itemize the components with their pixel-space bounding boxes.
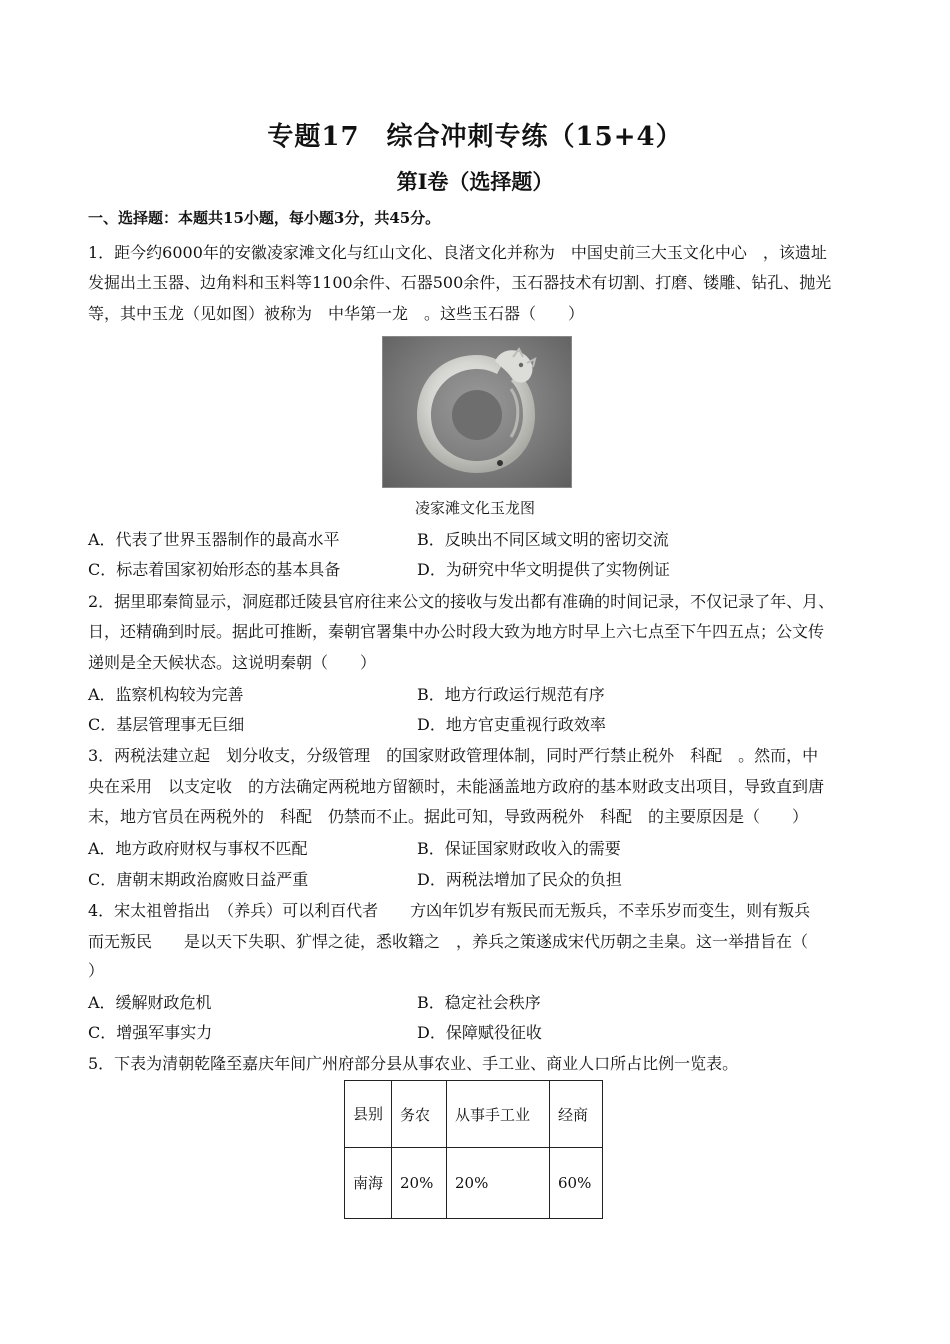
question-5-line-1: 5．下表为清朝乾隆至嘉庆年间广州府部分县从事农业、手工业、商业人口所占比例一览表。 [88,1054,739,1073]
question-4-line-2: 而无叛民 是以天下失职、犷悍之徒，悉收籍之 ，养兵之策遂成宋代历朝之圭臬。这一举措旨在（ [88,932,809,951]
page-title: 专题17 综合冲刺专练（15+4） [267,122,683,152]
jade-dragon-icon [383,337,571,487]
table-header-cell: 务农 [392,1081,447,1148]
question-2-option-b[interactable]: B．地方行政运行规范有序 [417,685,605,704]
question-1-line-2: 发掘出土玉器、边角料和玉料等1100余件、石器500余件，玉石器技术有切割、打磨、镂雕、钻孔、抛光 [88,273,832,292]
table-header-cell: 经商 [550,1081,603,1148]
question-2-line-2: 日，还精确到时辰。据此可推断，秦朝官署集中办公时段大致为地方时早上六七点至下午四五点；公文传 [88,622,825,641]
question-1-option-b[interactable]: B．反映出不同区域文明的密切交流 [417,530,669,549]
table-row [345,1148,603,1219]
question-4-line-1: 4．宋太祖曾指出 （养兵）可以利百代者 方凶年饥岁有叛民而无叛兵，不幸乐岁而变生，则有叛兵 [88,901,811,920]
question-3-option-b[interactable]: B．保证国家财政收入的需要 [417,839,621,858]
question-4-option-c[interactable]: C．增强军事实力 [88,1023,213,1042]
question-1-line-1: 1．距今约6000年的安徽凌家滩文化与红山文化、良渚文化并称为 中国史前三大玉文化中心 ，该遗址 [88,243,827,262]
question-1-option-d[interactable]: D．为研究中华文明提供了实物例证 [417,560,670,579]
table-header-cell: 县别 [345,1081,392,1148]
table-cell: 20% [447,1148,550,1219]
question-4-line-3: ） [88,961,105,980]
question-2-option-d[interactable]: D．地方官吏重视行政效率 [417,715,606,734]
table-header-row [345,1081,603,1148]
question-4-option-a[interactable]: A．缓解财政危机 [88,993,212,1012]
question-3-option-a[interactable]: A．地方政府财权与事权不匹配 [88,839,308,858]
question-4-option-d[interactable]: D．保障赋役征收 [417,1023,542,1042]
table-header-cell: 从事手工业 [447,1081,550,1148]
question-3-line-1: 3．两税法建立起 划分收支，分级管理 的国家财政管理体制，同时严行禁止税外 科配 。然而，中 [88,746,819,765]
section-heading: 一、选择题：本题共15小题，每小题3分，共45分。 [88,209,441,227]
question-1-option-a[interactable]: A．代表了世界玉器制作的最高水平 [88,530,340,549]
figure-caption: 凌家滩文化玉龙图 [414,499,535,517]
question-2-line-1: 2．据里耶秦简显示，洞庭郡迁陵县官府往来公文的接收与发出都有准确的时间记录，不仅记录了年、月、 [88,592,835,611]
question-2-line-3: 递则是全天候状态。这说明秦朝（ ） [88,653,377,672]
jade-dragon-image [382,336,572,488]
question-2-option-a[interactable]: A．监察机构较为完善 [88,685,244,704]
population-table [344,1080,603,1219]
page-subtitle: 第I卷（选择题） [396,169,554,194]
question-4-option-b[interactable]: B．稳定社会秩序 [417,993,541,1012]
question-1-line-3: 等，其中玉龙（见如图）被称为 中华第一龙 。这些玉石器（ ） [88,304,585,323]
table-cell: 20% [392,1148,447,1219]
question-2-option-c[interactable]: C．基层管理事无巨细 [88,715,245,734]
question-3-option-d[interactable]: D．两税法增加了民众的负担 [417,870,622,889]
question-3-line-2: 央在采用 以支定收 的方法确定两税地方留额时，未能涵盖地方政府的基本财政支出项目，导致直到唐 [88,777,825,796]
question-3-option-c[interactable]: C．唐朝末期政治腐败日益严重 [88,870,309,889]
table-cell: 60% [550,1148,603,1219]
question-3-line-3: 末，地方官员在两税外的 科配 仍禁而不止。据此可知，导致两税外 科配 的主要原因是（ ） [88,807,809,826]
question-1-option-c[interactable]: C．标志着国家初始形态的基本具备 [88,560,341,579]
table-cell: 南海 [345,1148,392,1219]
